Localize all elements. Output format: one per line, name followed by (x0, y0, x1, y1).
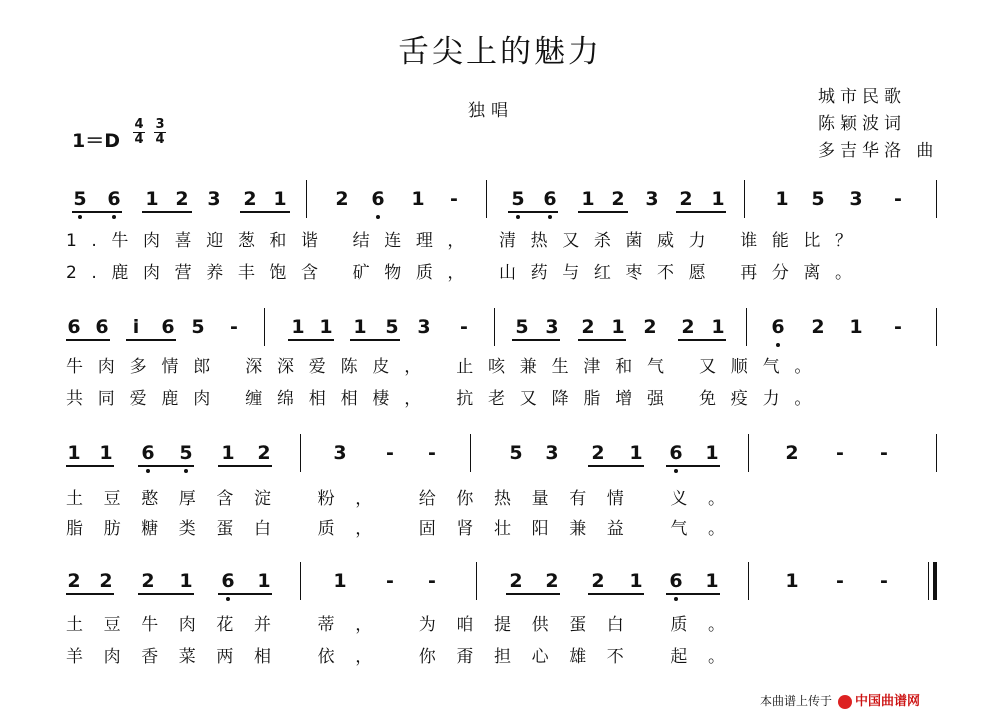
note: 1 (705, 570, 719, 592)
note: i (132, 316, 140, 338)
note: 2 (509, 570, 523, 592)
note: 3 (207, 188, 221, 210)
note: 2 (591, 442, 605, 464)
credit-line: 陈颖波词 (818, 114, 906, 134)
note: 5 (515, 316, 529, 338)
note: 2 (581, 316, 595, 338)
note: 1 (273, 188, 287, 210)
note: 6 (221, 570, 235, 592)
time-signature (132, 118, 146, 147)
dash: - (836, 442, 844, 464)
note: 6 (161, 316, 175, 338)
note: 3 (545, 442, 559, 464)
note: 1 (711, 316, 725, 338)
lyric-line-2: 脂肪糖类蛋白 质， 固肾壮阳兼益 气。 (66, 519, 746, 539)
lyric-line-1: 土豆牛肉花并 蒂， 为咱提供蛋白 质。 (66, 615, 746, 635)
note: 1 (711, 188, 725, 210)
time-sig-top: 4 (134, 117, 144, 132)
note: 1 (581, 188, 595, 210)
note: 6 (771, 316, 785, 338)
time-sig-bottom: 4 (134, 132, 144, 147)
note: 1 (353, 316, 367, 338)
note: 1 (291, 316, 305, 338)
credit-line: 城市民歌 (818, 87, 906, 107)
notation-row (66, 566, 946, 600)
note: 1 (257, 570, 271, 592)
dash: - (230, 316, 238, 338)
song-title: 舌尖上的魅力 (398, 34, 602, 70)
note: 1 (99, 442, 113, 464)
note: 6 (543, 188, 557, 210)
time-sig-top: 3 (155, 117, 165, 132)
footer-text: 本曲谱上传于 (760, 694, 833, 708)
note: 2 (611, 188, 625, 210)
note: 5 (73, 188, 87, 210)
performance-type: 独唱 (468, 101, 514, 121)
note: 2 (591, 570, 605, 592)
note: 5 (509, 442, 523, 464)
note: 2 (679, 188, 693, 210)
note: 1 (705, 442, 719, 464)
note: 6 (95, 316, 109, 338)
note: 2 (175, 188, 189, 210)
note: 3 (417, 316, 431, 338)
note: 2 (643, 316, 657, 338)
note: 1 (333, 570, 347, 592)
dash: - (836, 570, 844, 592)
note: 3 (849, 188, 863, 210)
note: 1 (775, 188, 789, 210)
note: 1 (629, 570, 643, 592)
note: 3 (645, 188, 659, 210)
note: 5 (191, 316, 205, 338)
note: 2 (257, 442, 271, 464)
time-sig-bottom: 4 (155, 132, 165, 147)
key-signature: 1＝D (72, 130, 120, 152)
dash: - (386, 442, 394, 464)
note: 6 (141, 442, 155, 464)
time-signature (153, 118, 167, 147)
lyric-line-2: 羊肉香菜两相 依， 你甭担心雄不 起。 (66, 647, 746, 667)
note: 5 (385, 316, 399, 338)
note: 6 (669, 442, 683, 464)
notation-row (66, 184, 946, 218)
notation-row (66, 312, 946, 346)
upload-footer (760, 690, 920, 709)
note: 2 (67, 570, 81, 592)
dash: - (894, 316, 902, 338)
dash: - (428, 570, 436, 592)
note: 1 (785, 570, 799, 592)
note: 2 (681, 316, 695, 338)
note: 6 (669, 570, 683, 592)
note: 5 (179, 442, 193, 464)
note: 5 (811, 188, 825, 210)
note: 1 (179, 570, 193, 592)
dash: - (450, 188, 458, 210)
note: 3 (333, 442, 347, 464)
note: 1 (849, 316, 863, 338)
note: 2 (243, 188, 257, 210)
notation-row (66, 438, 946, 472)
note: 2 (99, 570, 113, 592)
lyric-line-1: 牛肉多情郎 深深爱陈皮， 止咳兼生津和气 又顺气。 (66, 357, 827, 377)
note: 1 (611, 316, 625, 338)
note: 2 (545, 570, 559, 592)
note: 1 (319, 316, 333, 338)
dash: - (460, 316, 468, 338)
credit-line: 多吉华洛 曲 (818, 141, 939, 161)
note: 1 (411, 188, 425, 210)
credits (818, 84, 938, 165)
site-name-link[interactable]: 中国曲谱网 (855, 694, 921, 709)
lyric-line-2: 2.鹿肉营养丰饱含 矿物质， 山药与红枣不愿 再分离。 (66, 263, 867, 283)
note: 1 (221, 442, 235, 464)
dash: - (386, 570, 394, 592)
lyric-line-1: 土豆憨厚含淀 粉， 给你热量有情 义。 (66, 489, 746, 509)
note: 6 (107, 188, 121, 210)
dash: - (880, 570, 888, 592)
note: 2 (785, 442, 799, 464)
lyric-line-1: 1.牛肉喜迎葱和谐 结连理， 清热又杀菌威力 谁能比？ (66, 231, 867, 251)
dash: - (880, 442, 888, 464)
note: 6 (371, 188, 385, 210)
dash: - (428, 442, 436, 464)
note: 2 (811, 316, 825, 338)
note: 5 (511, 188, 525, 210)
lyric-line-2: 共同爱鹿肉 缠绵相相棲， 抗老又降脂增强 免疫力。 (66, 389, 827, 409)
note: 1 (67, 442, 81, 464)
note: 6 (67, 316, 81, 338)
dash: - (894, 188, 902, 210)
note: 2 (335, 188, 349, 210)
note: 3 (545, 316, 559, 338)
note: 2 (141, 570, 155, 592)
note: 1 (629, 442, 643, 464)
final-barline (928, 562, 929, 600)
site-logo-icon (838, 695, 852, 709)
note: 1 (145, 188, 159, 210)
